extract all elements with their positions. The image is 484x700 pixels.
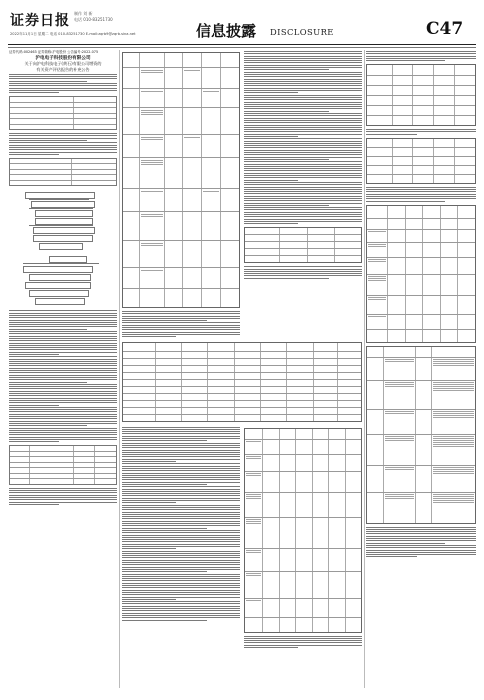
- body-text-block: [366, 187, 476, 202]
- masthead: [0, 0, 484, 44]
- masthead-info: 2022年11月1日 星期二 电话 010-83251730 E-mail:zqrb9@zqrb.sina.net: [10, 32, 136, 36]
- body-text-block: [244, 636, 362, 648]
- announcement-company: 沪电电子科技股份有限公司: [35, 56, 91, 62]
- valuation-table: [122, 52, 240, 308]
- detail-table: [366, 346, 476, 524]
- ownership-structure-diagram: [9, 256, 117, 306]
- body-text-block: [9, 310, 117, 442]
- column-middle: [122, 49, 362, 689]
- newspaper-logo: 证券日报: [10, 13, 70, 29]
- middle-lower-right: [244, 425, 362, 650]
- announcement-title-2: 有关资产评估报告的补充公告: [36, 66, 90, 72]
- data-table: [244, 227, 362, 263]
- column-divider: [364, 50, 365, 688]
- announcement-title-1: 关于向沪电科技电子(黄石)有限公司增资的: [24, 61, 102, 67]
- data-table: [9, 445, 117, 485]
- body-text-block: [9, 74, 117, 93]
- announcement-code-line: 证券代码:002463 证券简称:沪电股份 公告编号:2022-075: [9, 50, 99, 54]
- column-left: [9, 49, 117, 689]
- wide-data-table: [366, 205, 476, 343]
- announcement-heading: [9, 56, 117, 72]
- ownership-structure-diagram: [9, 190, 117, 252]
- body-text-block: [122, 427, 240, 621]
- masthead-sub-text: 制作 刘 新 电话 010-83251730: [74, 11, 113, 22]
- section-title: 信息披露: [196, 22, 257, 40]
- middle-lower-left: [122, 425, 240, 650]
- header-rule-thin: [8, 47, 476, 48]
- page-number: C47: [426, 19, 464, 39]
- data-table: [9, 158, 117, 187]
- data-table: [366, 138, 476, 184]
- middle-right-block: [244, 49, 362, 339]
- body-text-block: [366, 527, 476, 558]
- body-text-block: [366, 129, 476, 135]
- body-text-block: [366, 51, 476, 61]
- data-table: [366, 64, 476, 126]
- column-right: [366, 49, 476, 689]
- body-text-block: [9, 488, 117, 505]
- section-title-english: DISCLOSURE: [270, 27, 334, 37]
- body-text-block: [244, 266, 362, 278]
- wide-data-table: [122, 342, 362, 422]
- middle-left-block: [122, 49, 240, 339]
- asset-detail-table: [244, 428, 362, 633]
- body-text-block: [122, 311, 240, 337]
- column-divider: [119, 50, 120, 688]
- data-table: [9, 96, 117, 130]
- body-text-block: [244, 51, 362, 224]
- header-rule: [8, 44, 476, 45]
- body-text-block: [9, 133, 117, 155]
